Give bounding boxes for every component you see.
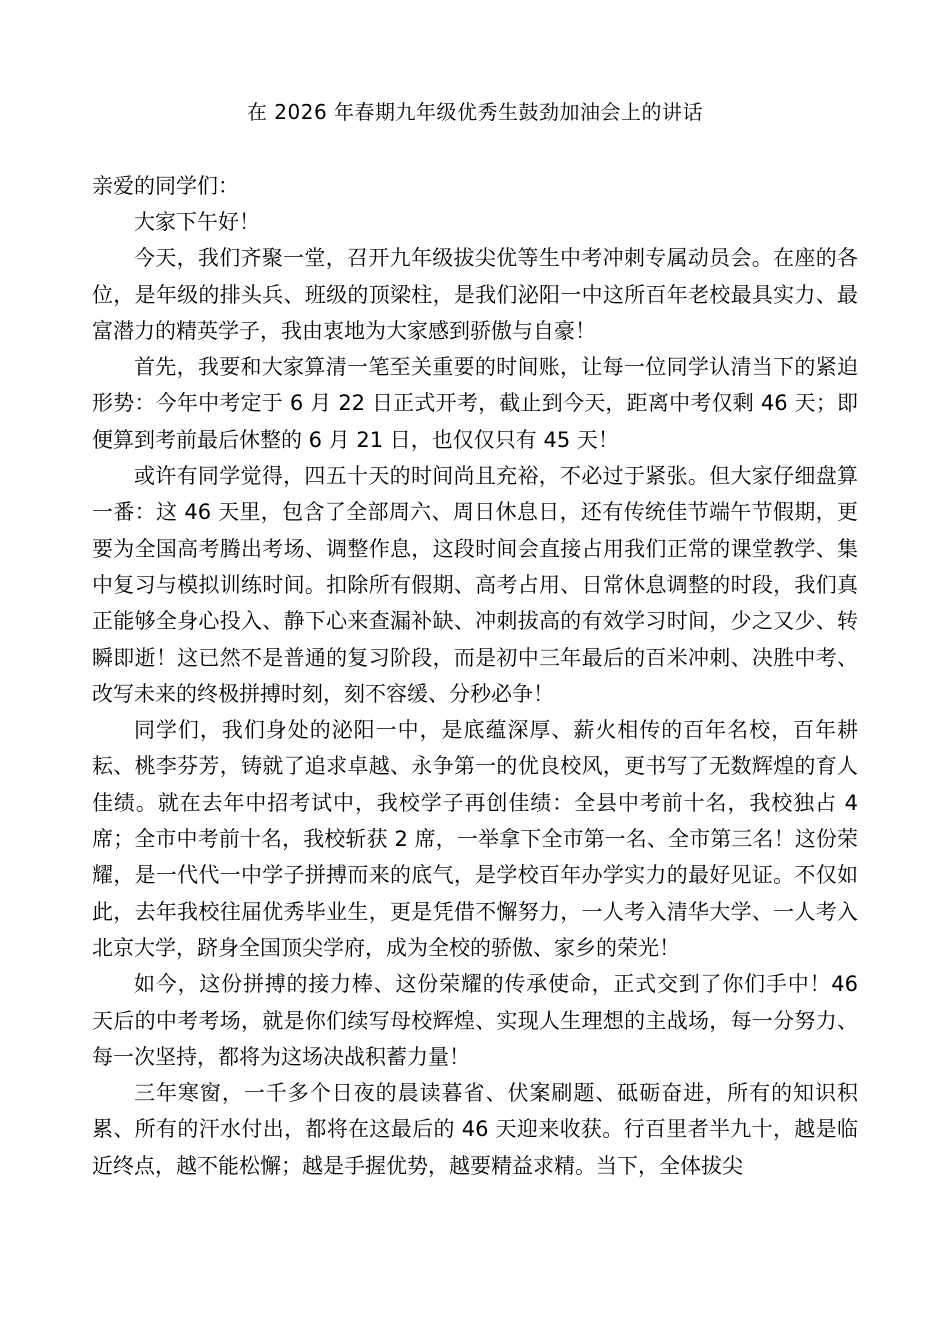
paragraph-mission: 如今，这份拼搏的接力棒、这份荣耀的传承使命，正式交到了你们手中！46 天后的中考考场，就是你们续写母校辉煌、实现人生理想的主战场，每一分努力、每一次坚持，都将为这场决战积蓄力量！ <box>92 972 858 1069</box>
paragraph-school-honors: 同学们，我们身处的泌阳一中，是底蕴深厚、薪火相传的百年名校，百年耕耘、桃李芬芳，铸就了追求卓越、永争第一的优良校风，更书写了无数辉煌的育人佳绩。就在去年中招考试中，我校学子再创佳绩：全县中考前十名，我校独占 4 席；全市中考前十名，我校斩获 2 席，一举拿下全市第一名、全市第三名！这份荣耀，是一代代一中学子拼搏而来的底气，是学校百年办学实力的最好见证。不仅如此，去年我校往届优秀毕业生，更是凭借不懈努力，一人考入清华大学、一人考入北京大学，跻身全国顶尖学府，成为全校的骄傲、家乡的荣光！ <box>92 718 858 960</box>
salutation: 亲爱的同学们： <box>92 174 239 198</box>
paragraph-greeting: 大家下午好！ <box>134 210 260 234</box>
paragraph-time-account: 首先，我要和大家算清一笔至关重要的时间账，让每一位同学认清当下的紧迫形势：今年中考定于 6 月 22 日正式开考，截止到今天，距离中考仅剩 46 天；即便算到考前最后休整的 6 月 21 日，也仅仅只有 45 天！ <box>92 355 858 452</box>
document-page <box>92 96 858 1184</box>
document-title: 在 2026 年春期九年级优秀生鼓劲加油会上的讲话 <box>246 100 704 124</box>
paragraph-effective-time: 或许有同学觉得，四五十天的时间尚且充裕，不必过于紧张。但大家仔细盘算一番：这 46 天里，包含了全部周六、周日休息日，还有传统佳节端午节假期，更要为全国高考腾出考场、调整作息，这段时间会直接占用我们正常的课堂教学、集中复习与模拟训练时间。扣除所有假期、高考占用、日常休息调整的时段，我们真正能够全身心投入、静下心来查漏补缺、冲刺拔高的有效学习时间，少之又少、转瞬即逝！这已然不是普通的复习阶段，而是初中三年最后的百米冲刺、决胜中考、改写未来的终极拼搏时刻，刻不容缓、分秒必争！ <box>92 464 858 706</box>
paragraph-opening: 今天，我们齐聚一堂，召开九年级拔尖优等生中考冲刺专属动员会。在座的各位，是年级的排头兵、班级的顶梁柱，是我们泌阳一中这所百年老校最具实力、最富潜力的精英学子，我由衷地为大家感到骄傲与自豪！ <box>92 246 858 343</box>
paragraph-final-sprint: 三年寒窗，一千多个日夜的晨读暮省、伏案刷题、砥砺奋进，所有的知识积累、所有的汗水付出，都将在这最后的 46 天迎来收获。行百里者半九十，越是临近终点，越不能松懈；越是手握优势，越要精益求精。当下，全体拔尖 <box>92 1081 858 1178</box>
